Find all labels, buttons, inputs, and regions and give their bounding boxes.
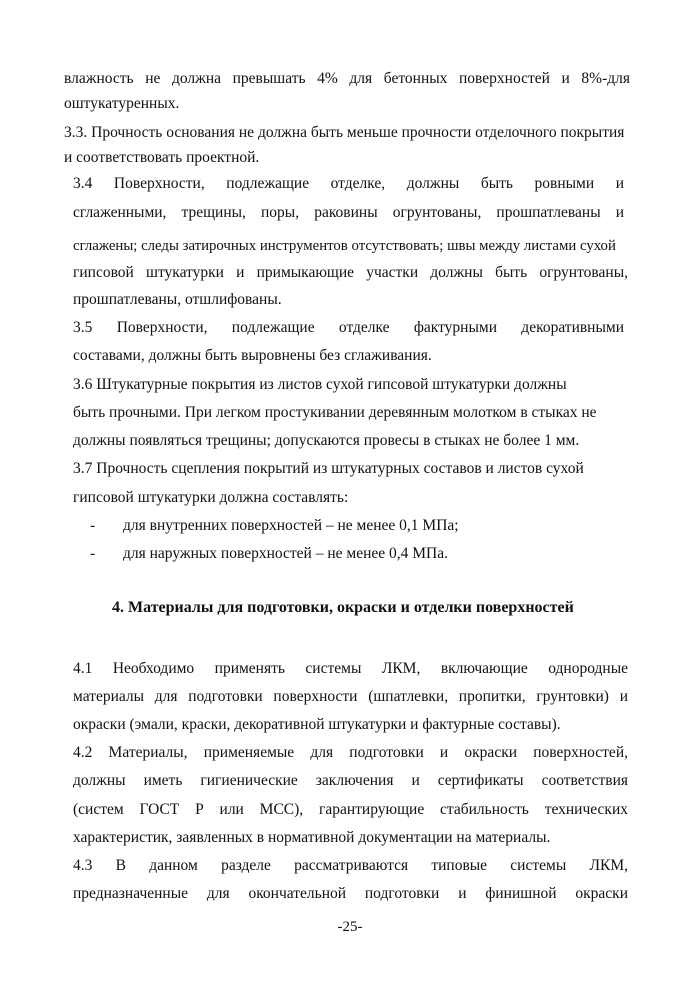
bullet-marker: - bbox=[90, 517, 96, 534]
text-line: 4.2 Материалы, применяемые для подготовки и окраски поверхностей, bbox=[73, 744, 628, 761]
text-line: оштукатуренных. bbox=[64, 95, 180, 112]
text-line: гипсовой штукатурки и примыкающие участки должны быть огрунтованы, bbox=[73, 264, 628, 281]
bullet-marker: - bbox=[90, 545, 96, 562]
page-number: -25- bbox=[337, 919, 363, 935]
section-heading: 4. Материалы для подготовки, окраски и отделки поверхностей bbox=[112, 599, 574, 616]
text-line: (систем ГОСТ Р или МСС), гарантирующие стабильность технических bbox=[73, 801, 628, 818]
text-line: 3.4 Поверхности, подлежащие отделке, должны быть ровными и bbox=[73, 175, 624, 192]
bullet-item: для наружных поверхностей – не менее 0,4 МПа. bbox=[123, 545, 448, 562]
text-line: 3.6 Штукатурные покрытия из листов сухой гипсовой штукатурки должны bbox=[73, 376, 567, 393]
text-line: прошпатлеваны, отшлифованы. bbox=[73, 291, 282, 308]
text-line: 4.1 Необходимо применять системы ЛКМ, включающие однородные bbox=[73, 660, 628, 677]
text-line: характеристик, заявленных в нормативной документации на материалы. bbox=[73, 829, 551, 846]
text-line: должны иметь гигиенические заключения и сертификаты соответствия bbox=[73, 772, 628, 789]
text-line: 3.5 Поверхности, подлежащие отделке фактурными декоративными bbox=[73, 319, 624, 336]
text-line: материалы для подготовки поверхности (шпатлевки, пропитки, грунтовки) и bbox=[73, 688, 628, 705]
text-line: должны появляться трещины; допускаются провесы в стыках не более 1 мм. bbox=[73, 432, 580, 449]
text-line: и соответствовать проектной. bbox=[64, 149, 260, 166]
text-line: составами, должны быть выровнены без сглаживания. bbox=[73, 347, 432, 364]
text-line: влажность не должна превышать 4% для бетонных поверхностей и 8%-для bbox=[64, 70, 630, 87]
text-line: 3.3. Прочность основания не должна быть меньше прочности отделочного покрытия bbox=[64, 124, 625, 141]
text-line: окраски (эмали, краски, декоративной штукатурки и фактурные составы). bbox=[73, 716, 561, 733]
bullet-item: для внутренних поверхностей – не менее 0,1 МПа; bbox=[123, 517, 459, 534]
text-line: 3.7 Прочность сцепления покрытий из штукатурных составов и листов сухой bbox=[73, 460, 584, 477]
text-line: предназначенные для окончательной подготовки и финишной окраски bbox=[73, 885, 628, 902]
text-line: быть прочными. При легком простукивании деревянным молотком в стыках не bbox=[73, 404, 597, 421]
text-line: сглажены; следы затирочных инструментов отсутствовать; швы между листами сухой bbox=[73, 238, 616, 254]
text-line: гипсовой штукатурки должна составлять: bbox=[73, 489, 349, 506]
text-line: сглаженными, трещины, поры, раковины огрунтованы, прошпатлеваны и bbox=[73, 204, 624, 221]
text-line: 4.3 В данном разделе рассматриваются типовые системы ЛКМ, bbox=[73, 857, 628, 874]
